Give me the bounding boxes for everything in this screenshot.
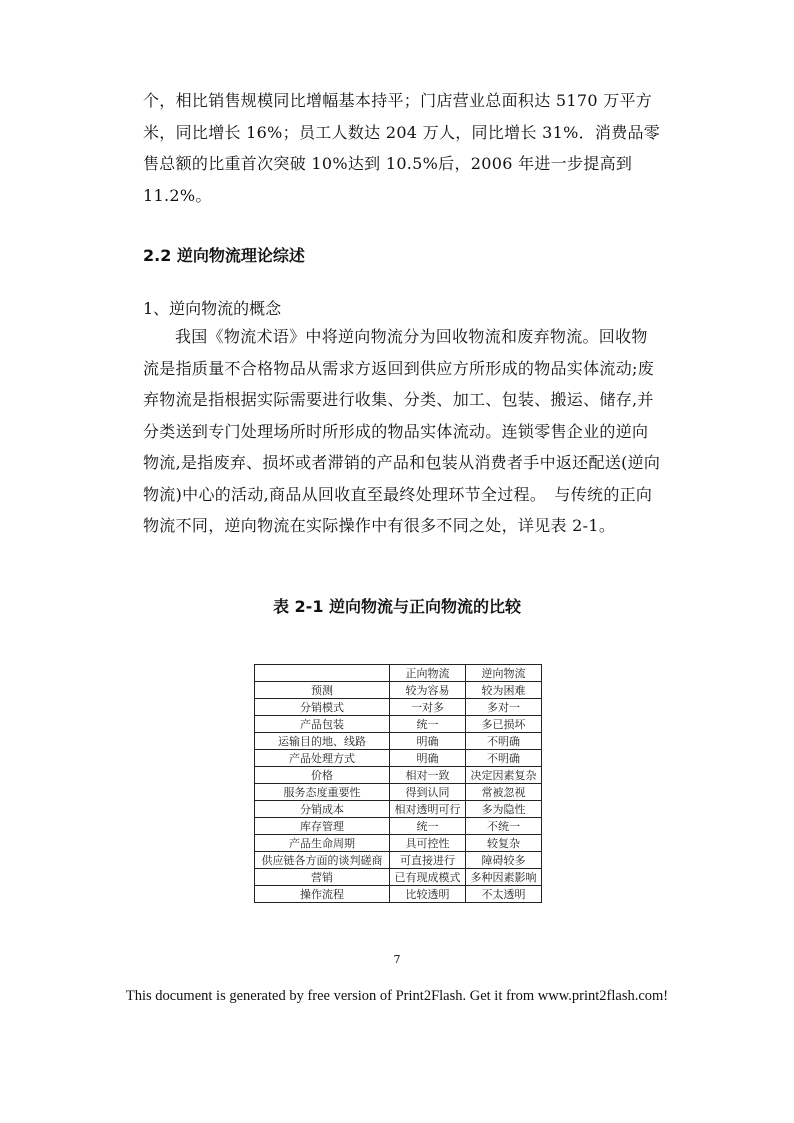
row-label-cell: 价格 (255, 767, 390, 784)
table-cell: 可直接进行 (390, 852, 466, 869)
table-row (255, 716, 542, 733)
subsection-heading: 1、逆向物流的概念 (143, 299, 282, 318)
table-header-cell: 逆向物流 (466, 665, 542, 682)
row-label-cell: 服务态度重要性 (255, 784, 390, 801)
row-label-cell: 库存管理 (255, 818, 390, 835)
table-cell: 具可控性 (390, 835, 466, 852)
table-cell: 统一 (390, 818, 466, 835)
table-cell: 决定因素复杂 (466, 767, 542, 784)
table-row (255, 682, 542, 699)
table-row (255, 852, 542, 869)
table-row (255, 818, 542, 835)
table-header-cell: 正向物流 (390, 665, 466, 682)
row-label-cell: 分销成本 (255, 801, 390, 818)
table-header-cell (255, 665, 390, 682)
table-cell: 多为隐性 (466, 801, 542, 818)
table-row (255, 733, 542, 750)
table-row (255, 699, 542, 716)
paragraph-definition: 我国《物流术语》中将逆向物流分为回收物流和废弃物流。回收物流是指质量不合格物品从需求方返回到供应方所形成的物品实体流动;废弃物流是指根据实际需要进行收集、分类、加工、包装、搬运、储存,并分类送到专门处理场所时所形成的物品实体流动。连锁零售企业的逆向物流,是指废弃、损坏或者滞销的产品和包装从消费者手中返还配送(逆向物流)中心的活动,商品从回收直至最终处理环节全过程。 与传统的正向物流不同，逆向物流在实际操作中有很多不同之处，详见表 2-1。 (143, 327, 661, 535)
row-label-cell: 运输目的地、线路 (255, 733, 390, 750)
row-label-cell: 产品处理方式 (255, 750, 390, 767)
table-cell: 较为困难 (466, 682, 542, 699)
table-cell: 明确 (390, 750, 466, 767)
row-label-cell: 产品包装 (255, 716, 390, 733)
row-label-cell: 预测 (255, 682, 390, 699)
print2flash-footer: This document is generated by free version of Print2Flash. Get it from www.print2flash.com! (125, 988, 669, 1004)
table-cell: 多种因素影响 (466, 869, 542, 886)
table-cell: 相对透明可行 (390, 801, 466, 818)
table-cell: 障碍较多 (466, 852, 542, 869)
table-cell: 不明确 (466, 750, 542, 767)
table-cell: 常被忽视 (466, 784, 542, 801)
table-cell: 多已损坏 (466, 716, 542, 733)
table-cell: 明确 (390, 733, 466, 750)
table-cell: 相对一致 (390, 767, 466, 784)
row-label-cell: 产品生命周期 (255, 835, 390, 852)
table-row (255, 869, 542, 886)
table-cell: 一对多 (390, 699, 466, 716)
paragraph-continued: 个，相比销售规模同比增幅基本持平；门店营业总面积达 5170 万平方米，同比增长 16%；员工人数达 204 万人，同比增长 31%．消费品零售总额的比重首次突破 10%达到 10.5%后，2006 年进一步提高到 11.2%。 (143, 91, 661, 205)
table-caption: 表 2-1 逆向物流与正向物流的比较 (272, 597, 522, 616)
table-cell: 不太透明 (466, 886, 542, 903)
table-row (255, 750, 542, 767)
table-row (255, 784, 542, 801)
row-label-cell: 供应链各方面的谈判磋商 (255, 852, 390, 869)
table-cell: 得到认同 (390, 784, 466, 801)
section-heading: 2.2 逆向物流理论综述 (143, 246, 305, 265)
row-label-cell: 营销 (255, 869, 390, 886)
page-number: 7 (393, 953, 401, 966)
table-cell: 多对一 (466, 699, 542, 716)
table-cell: 已有现成模式 (390, 869, 466, 886)
table-cell: 不明确 (466, 733, 542, 750)
table-row (255, 801, 542, 818)
table-header-row (255, 665, 542, 682)
table-cell: 统一 (390, 716, 466, 733)
table-cell: 比较透明 (390, 886, 466, 903)
table-cell: 较为容易 (390, 682, 466, 699)
table-row (255, 835, 542, 852)
row-label-cell: 分销模式 (255, 699, 390, 716)
table-cell: 不统一 (466, 818, 542, 835)
table-cell: 较复杂 (466, 835, 542, 852)
table-row (255, 886, 542, 903)
row-label-cell: 操作流程 (255, 886, 390, 903)
table-row (255, 767, 542, 784)
comparison-table (254, 664, 542, 903)
